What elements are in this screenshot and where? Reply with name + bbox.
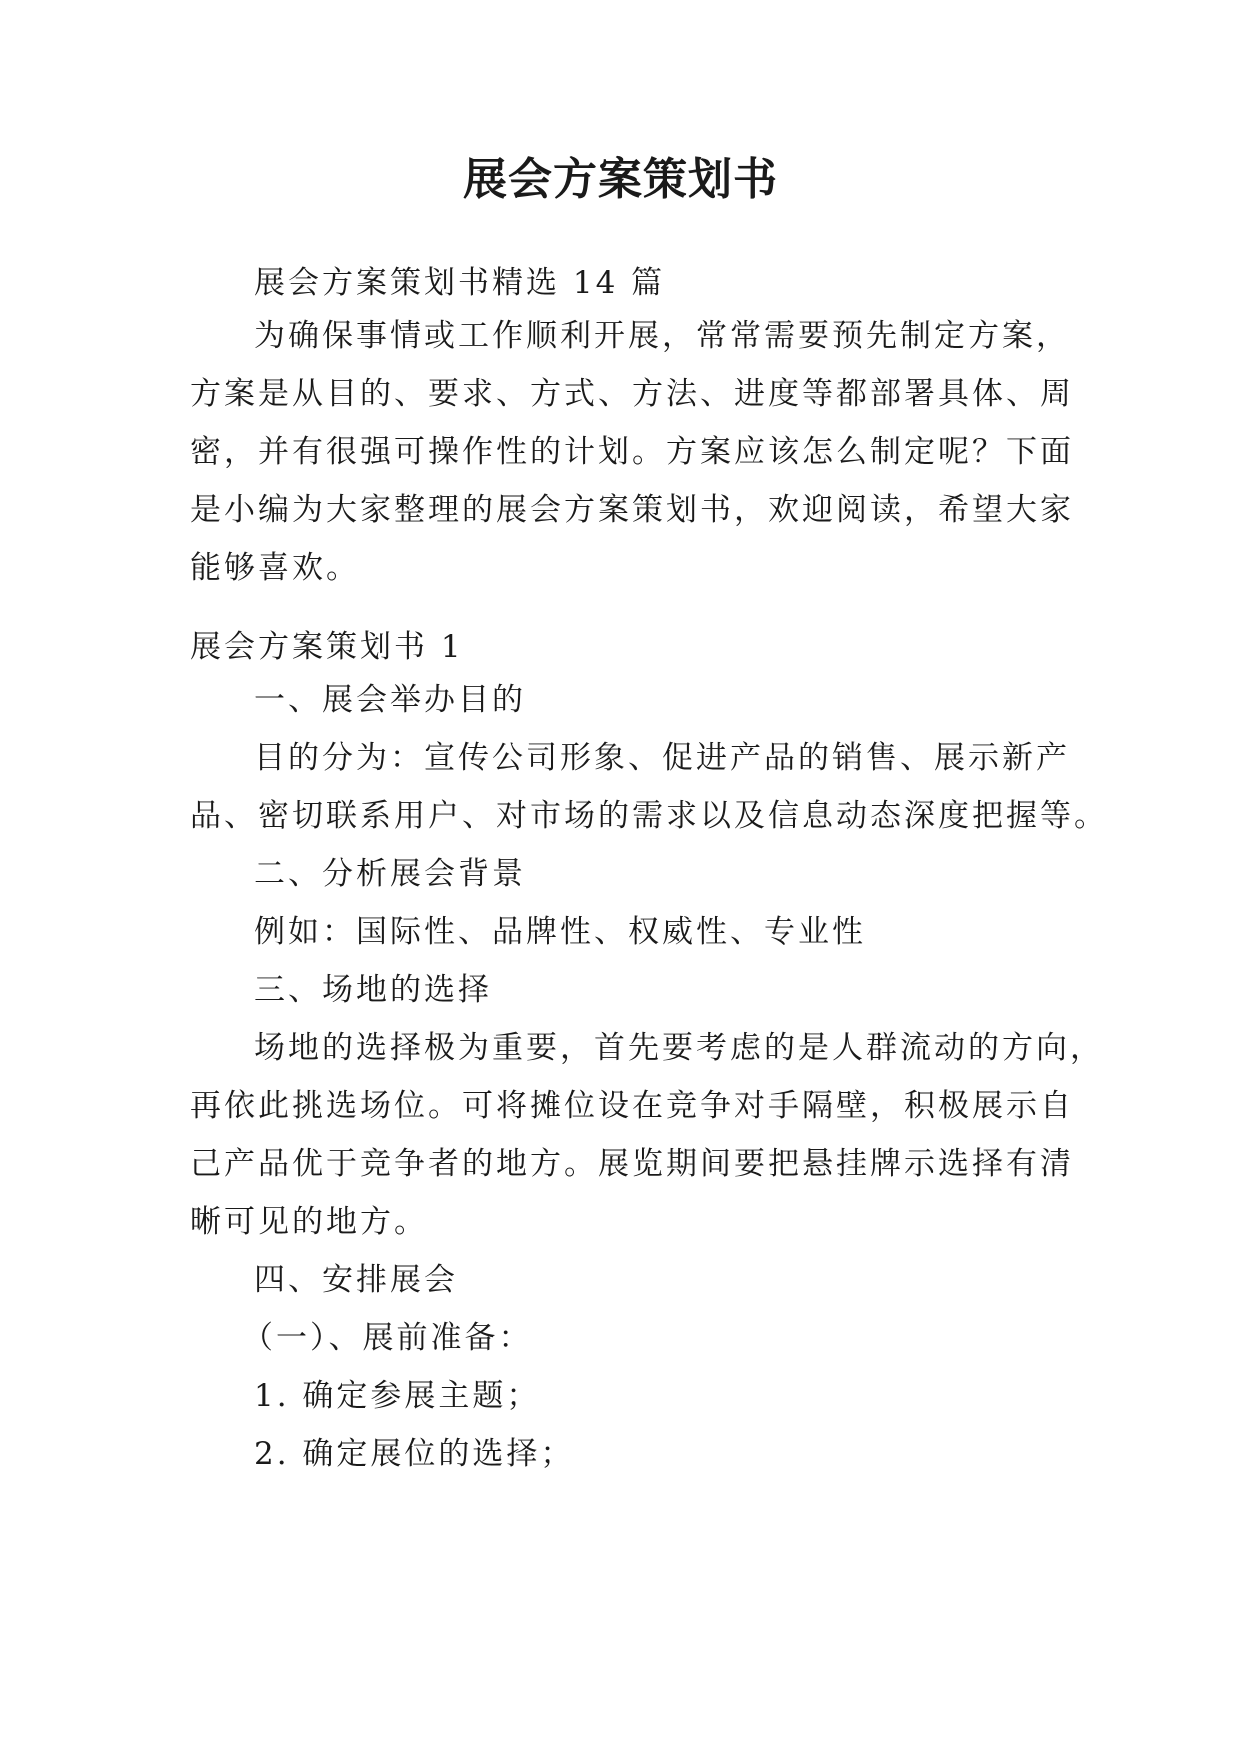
intro-line: 方案是从目的、要求、方式、方法、进度等都部署具体、周 [190, 376, 1074, 412]
document-title: 展会方案策划书 [463, 154, 778, 205]
intro-line: 为确保事情或工作顺利开展，常常需要预先制定方案， [254, 318, 1070, 354]
list-item: 2. 确定展位的选择； [254, 1436, 575, 1472]
subheading-preparation: （一）、展前准备： [242, 1320, 533, 1356]
document-subtitle [190, 254, 1070, 312]
venue-line: 晰可见的地方。 [190, 1204, 428, 1240]
purpose-line: 品、密切联系用户、对市场的需求以及信息动态深度把握等。 [190, 798, 1108, 834]
intro-line: 密，并有很强可操作性的计划。方案应该怎么制定呢？下面 [190, 434, 1074, 470]
intro-line: 是小编为大家整理的展会方案策划书，欢迎阅读，希望大家 [190, 492, 1074, 528]
venue-line: 再依此挑选场位。可将摊位设在竞争对手隔壁，积极展示自 [190, 1088, 1074, 1124]
background-line: 例如：国际性、品牌性、权威性、专业性 [254, 914, 866, 950]
heading-venue: 三、场地的选择 [254, 972, 492, 1008]
intro-paragraph [190, 307, 1074, 597]
heading-purpose: 一、展会举办目的 [254, 682, 526, 718]
heading-background: 二、分析展会背景 [254, 856, 526, 892]
venue-line: 己产品优于竞争者的地方。展览期间要把悬挂牌示选择有清 [190, 1146, 1074, 1182]
section-heading [190, 618, 1070, 676]
purpose-line: 目的分为：宣传公司形象、促进产品的销售、展示新产 [254, 740, 1070, 776]
heading-arrangement: 四、安排展会 [254, 1262, 458, 1298]
list-item: 1. 确定参展主题； [254, 1378, 541, 1414]
section-heading-text: 展会方案策划书 1 [190, 629, 464, 665]
intro-line: 能够喜欢。 [190, 550, 360, 586]
venue-line: 场地的选择极为重要，首先要考虑的是人群流动的方向， [254, 1030, 1104, 1066]
subtitle-text: 展会方案策划书精选 14 篇 [254, 265, 666, 301]
section-body [190, 671, 1108, 1483]
